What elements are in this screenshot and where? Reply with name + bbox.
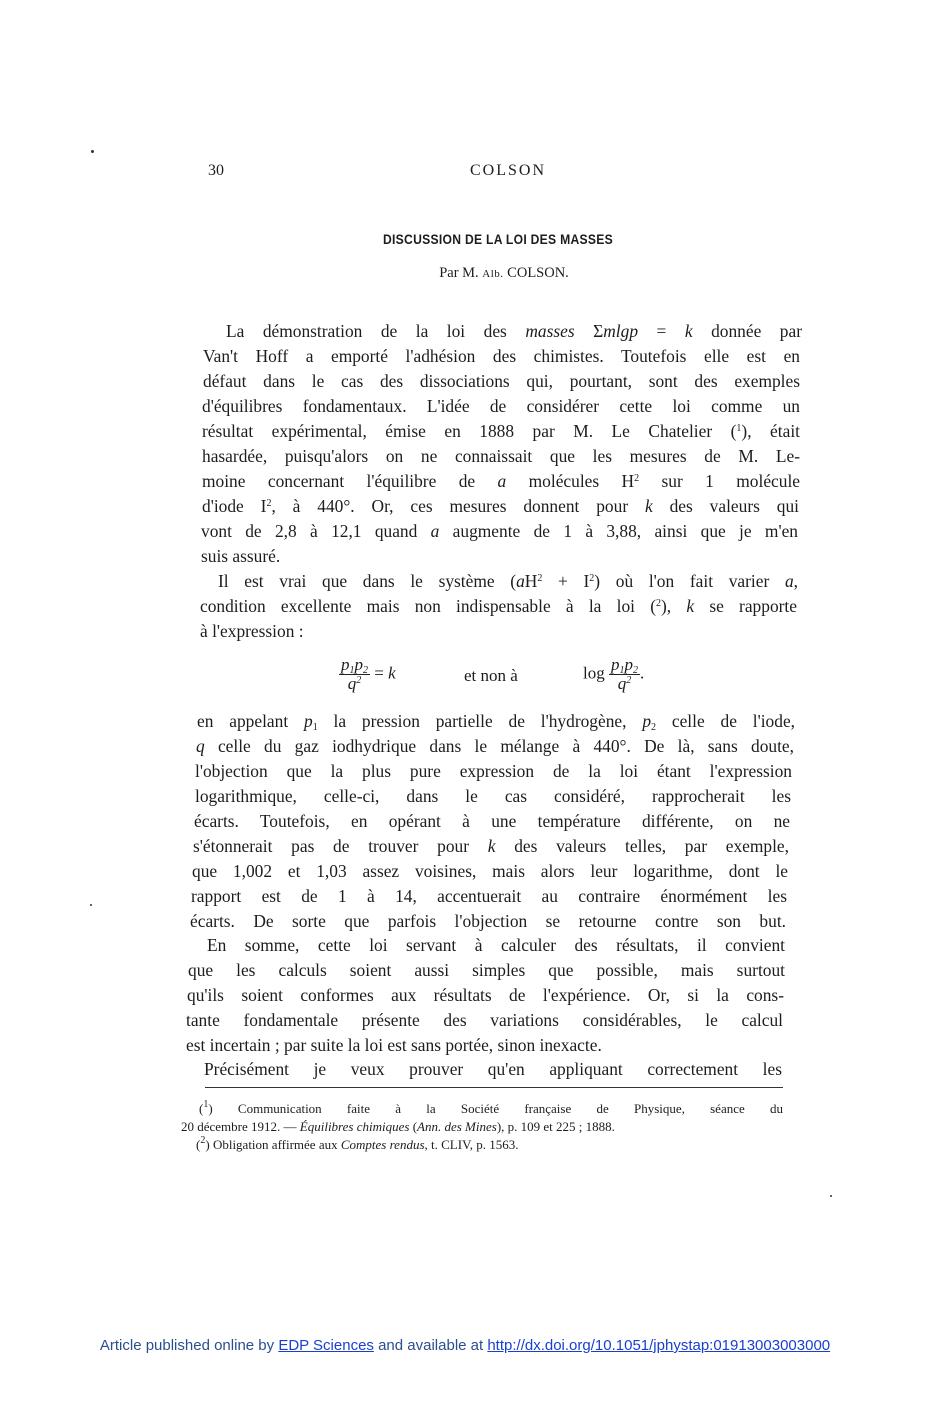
text-line: q celle du gaz iodhydrique dans le mélange à 440°. De là, sans doute, <box>196 736 794 756</box>
scan-speck <box>830 1195 832 1197</box>
text-line: d'équilibres fondamentaux. L'idée de considérer cette loi comme un <box>202 396 800 416</box>
text-line: En somme, cette loi servant à calculer des résultats, il convient <box>207 935 785 955</box>
formula-connector: et non à <box>464 666 518 685</box>
footnote-2: ($^2$) Obligation affirmée aux Comptes rendus, t. CLIV, p. 1563. <box>196 1135 519 1152</box>
text-line: s'étonnerait pas de trouver pour k des valeurs telles, par exemple, <box>193 836 789 856</box>
text-line: défaut dans le cas des dissociations qui, pourtant, sont des exemples <box>203 371 800 391</box>
text-line: résultat expérimental, émise en 1888 par M. Le Chatelier ($^1$), était <box>202 421 800 441</box>
text-line: suis assuré. <box>201 546 281 566</box>
text-line: Van't Hoff a emporté l'adhésion des chimistes. Toutefois elle est en <box>203 346 800 366</box>
footnote-1-cont: 20 décembre 1912. — Équilibres chimiques (Ann. des Mines), p. 109 et 225 ; 1888. <box>181 1119 615 1134</box>
text-line: l'objection que la plus pure expression de la loi étant l'expression <box>195 761 792 781</box>
text-line: hasardée, puisqu'alors on ne connaissait que les mesures de M. Le- <box>202 446 800 466</box>
text-line: écarts. Toutefois, en opérant à une température différente, on ne <box>194 811 790 831</box>
formula-left: $\frac{p_1p_2}{q^2}$ = k <box>341 655 396 693</box>
scan-speck <box>90 904 92 906</box>
text-line: en appelant $p_1$ la pression partielle de l'hydrogène, $p_2$ celle de l'iode, <box>197 711 796 733</box>
fraction: $\frac{p_1p_2}{q^2}$ <box>610 655 638 693</box>
formula-right: log $\frac{p_1p_2}{q^2}$ . <box>583 655 645 693</box>
text-line: La démonstration de la loi des masses Σmlgp = k donnée par <box>226 321 802 341</box>
doi-link[interactable]: http://dx.doi.org/10.1051/jphystap:01913003003000 <box>487 1337 831 1354</box>
author-line: Par M. Alb. COLSON. <box>439 265 569 281</box>
scan-speck <box>91 150 94 153</box>
text-line: tante fondamentale présente des variations considérables, le calcul <box>186 1010 783 1030</box>
edp-sciences-link[interactable]: EDP Sciences <box>278 1337 374 1354</box>
text-line: que les calculs soient aussi simples que possible, mais surtout <box>188 960 785 980</box>
text-line: vont de 2,8 à 12,1 quand a augmente de 1 à 3,88, ainsi que je m'en <box>201 521 799 541</box>
text-line: est incertain ; par suite la loi est sans portée, sinon inexacte. <box>186 1035 602 1055</box>
text-line: à l'expression : <box>200 621 304 641</box>
text-line: écarts. De sorte que parfois l'objection se retourne contre son but. <box>190 911 786 931</box>
text-line: d'iode $I^2$, à 440°. Or, ces mesures donnent pour k des valeurs qui <box>202 496 799 516</box>
text-line: moine concernant l'équilibre de a molécules $H^2$ sur 1 molécule <box>202 471 801 491</box>
text-line: Précisément je veux prouver qu'en appliquant correctement les <box>204 1059 782 1079</box>
fraction: $\frac{p_1p_2}{q^2}$ <box>341 655 368 693</box>
article-title: DISCUSSION DE LA LOI DES MASSES <box>382 232 614 247</box>
page-number: 30 <box>208 162 224 179</box>
text-line: qu'ils soient conformes aux résultats de l'expérience. Or, si la cons- <box>187 985 784 1005</box>
footnote-separator <box>205 1087 783 1088</box>
footnote-1: ($^1$) Communication faite à la Société française de Physique, séance du <box>199 1099 783 1116</box>
text-line: logarithmique, celle-ci, dans le cas considéré, rapprocherait les <box>195 786 791 806</box>
text-line: Il est vrai que dans le système $(aH^2 + I^2)$ où l'on fait varier a, <box>218 571 798 591</box>
running-title: COLSON <box>469 162 546 179</box>
text-line: rapport est de 1 à 14, accentuerait au contraire énormément les <box>191 886 787 906</box>
text-line: que 1,002 et 1,03 assez voisines, mais alors leur logarithme, dont le <box>192 861 788 881</box>
text-line: condition excellente mais non indispensable à la loi ($^2$), k se rapporte <box>200 596 797 616</box>
publication-footer: Article published online by EDP Sciences and available at http://dx.doi.org/10.1051/jphystap:01913003003000 <box>99 1337 831 1354</box>
